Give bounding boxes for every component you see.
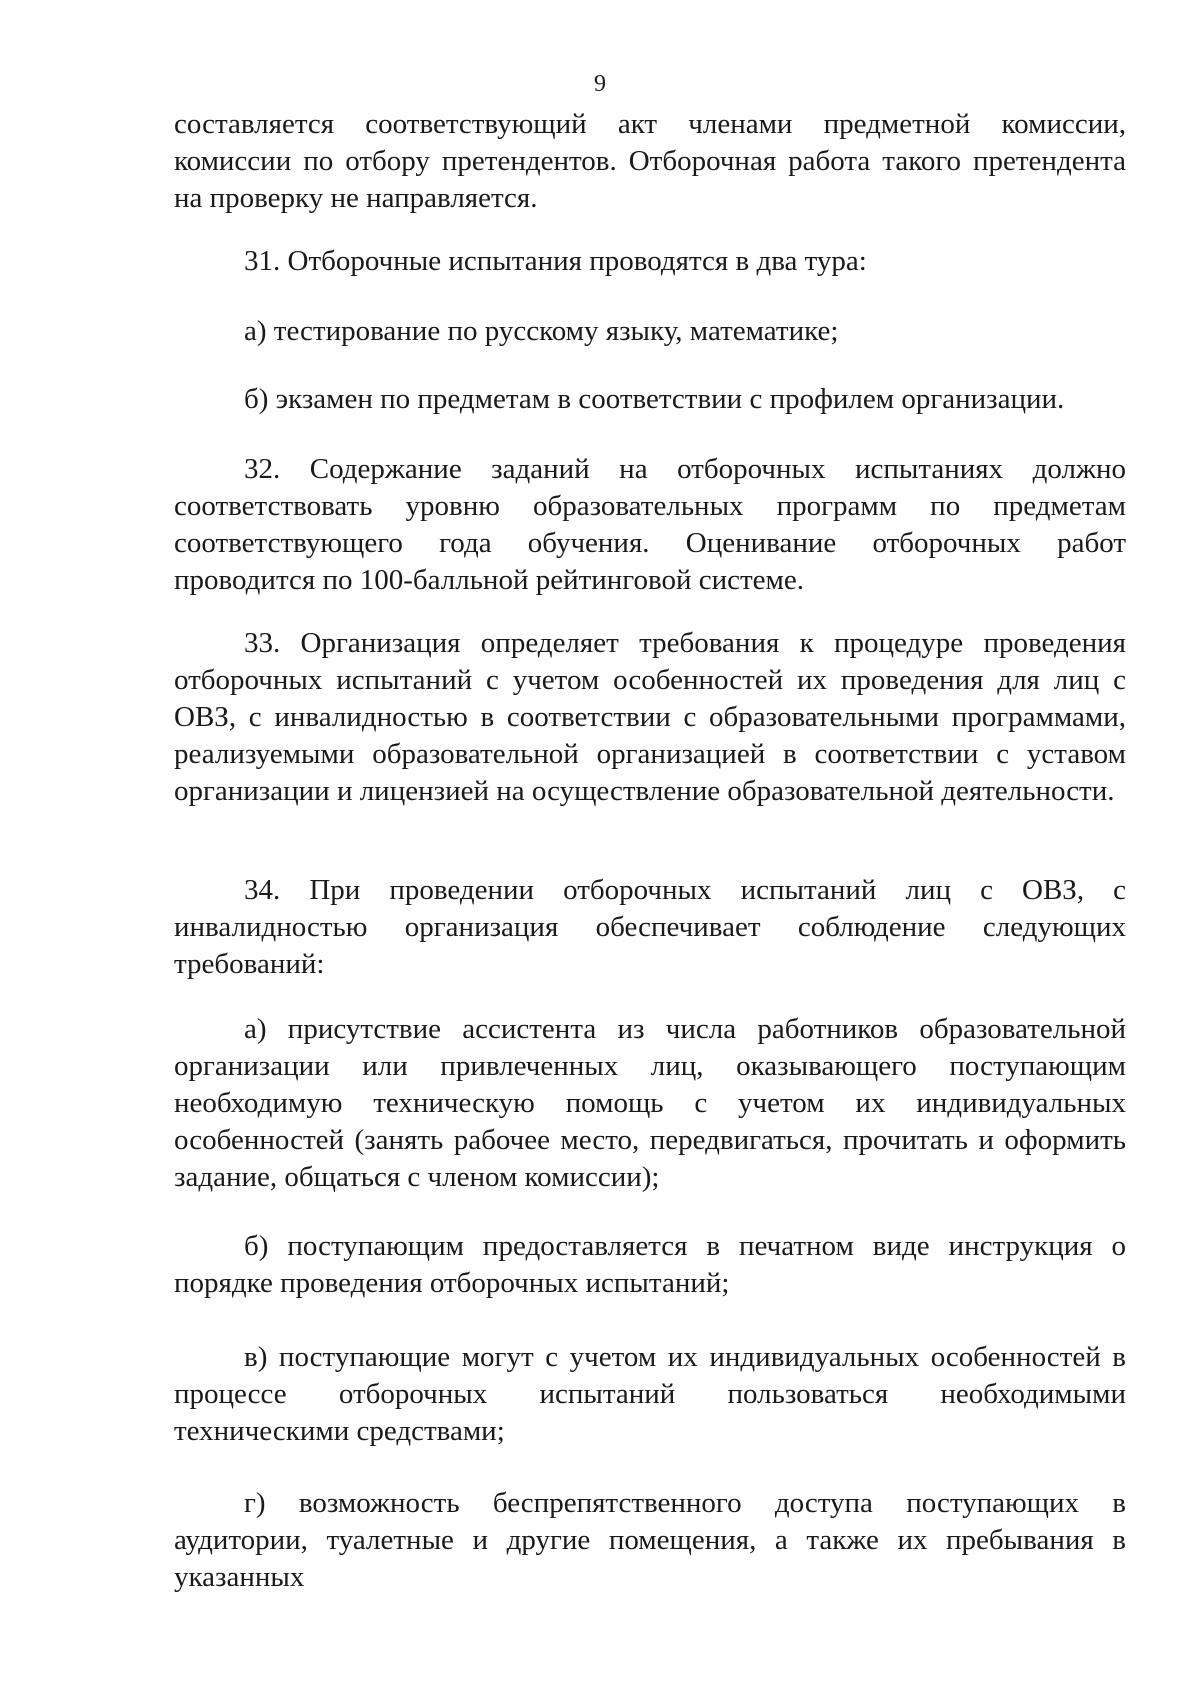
paragraph-32: 32. Содержание заданий на отборочных испытаниях должно соответствовать уровню образовательных программ по предметам соответствующего года обучения. Оценивание отборочных работ проводится по 100-балльной рейтинговой системе. <box>174 453 1126 596</box>
paragraph-31-a: а) тестирование по русскому языку, математике; <box>244 315 839 347</box>
paragraph-34-v: в) поступающие могут с учетом их индивидуальных особенностей в процессе отборочных испытаний пользоваться необходимыми техническими средствами; <box>174 1341 1126 1447</box>
paragraph-34: 34. При проведении отборочных испытаний лиц с ОВЗ, с инвалидностью организация обеспечивает соблюдение следующих требований: <box>174 874 1126 980</box>
paragraph-continuation: составляется соответствующий акт членами предметной комиссии, комиссии по отбору претендентов. Отборочная работа такого претендента на проверку не направляется. <box>174 108 1126 214</box>
paragraph-31: 31. Отборочные испытания проводятся в два тура: <box>244 245 867 277</box>
paragraph-33: 33. Организация определяет требования к процедуре проведения отборочных испытаний с учетом особенностей их проведения для лиц с ОВЗ, с инвалидностью в соответствии с образовательными программами, реализуемыми образовательной организацией в соответствии с уставом организации и лицензией на осуществление образовательной деятельности. <box>174 627 1126 807</box>
paragraph-31-b: б) экзамен по предметам в соответствии с профилем организации. <box>244 383 1065 415</box>
page-number: 9 <box>594 71 606 97</box>
paragraph-34-b: б) поступающим предоставляется в печатном виде инструкция о порядке проведения отборочных испытаний; <box>174 1230 1126 1299</box>
paragraph-34-g: г) возможность беспрепятственного доступа поступающих в аудитории, туалетные и другие помещения, а также их пребывания в указанных <box>174 1487 1126 1593</box>
paragraph-34-a: а) присутствие ассистента из числа работников образовательной организации или привлеченных лиц, оказывающего поступающим необходимую техническую помощь с учетом их индивидуальных особенностей (занять рабочее место, передвигаться, прочитать и оформить задание, общаться с членом комиссии); <box>174 1013 1126 1193</box>
